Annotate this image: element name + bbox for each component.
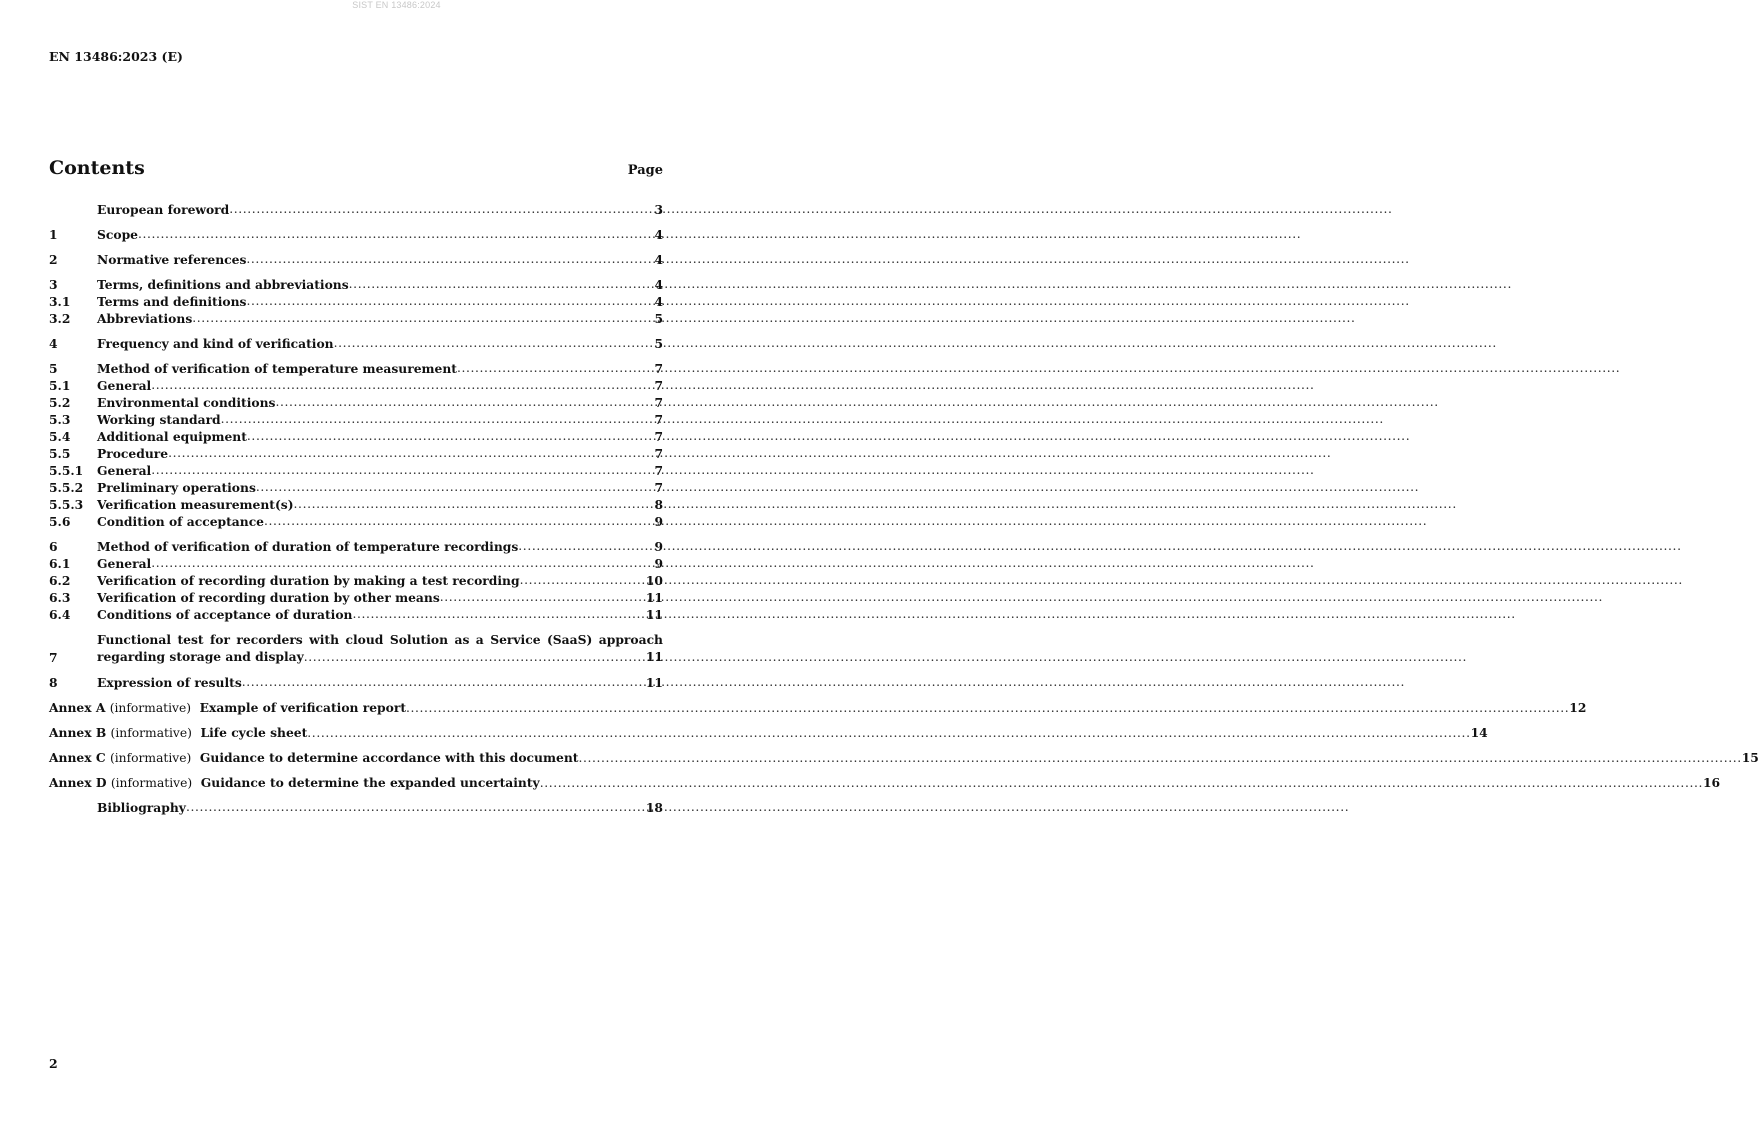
dot-leader [540,775,1703,792]
dot-leader [518,538,654,555]
dot-leader [520,572,646,589]
toc-group [49,699,1587,716]
toc-entry[interactable] [49,310,663,327]
toc-entry-page: 16 [1702,775,1721,790]
dot-leader [151,462,654,479]
toc-entry[interactable] [49,749,1759,766]
toc-entry[interactable] [49,538,663,555]
toc-group [49,724,1488,741]
toc-entry-body [97,555,663,572]
toc-entry-number: 3 [49,277,58,292]
dot-leader [192,310,654,327]
dot-leader [151,377,654,394]
toc-group [49,360,663,530]
dot-leader [352,606,645,623]
toc-entry-page: 7 [654,463,663,478]
dot-leader [246,251,654,268]
toc-entry-title: Terms, definitions and abbreviations [97,277,349,292]
document-id: EN 13486:2023 (E) [49,49,183,64]
toc-entry-body [97,631,663,666]
toc-entry-body [97,251,663,268]
dot-leader [168,445,654,462]
toc-entry[interactable] [49,335,663,352]
toc-entry-line [49,724,1488,742]
toc-entry[interactable] [49,496,663,513]
dot-leader [294,496,655,513]
toc-entry[interactable] [49,699,1587,716]
annex-kind: (informative) [110,776,193,790]
toc-entry-title: Scope [97,227,138,242]
toc-entry-page: 4 [654,227,663,242]
toc-entry-title-continued: regarding storage and display [97,649,304,664]
toc-entry[interactable] [49,377,663,394]
toc-entry-title: General [97,556,152,571]
dot-leader [440,589,646,606]
dot-leader [242,674,646,691]
toc-entry[interactable] [49,411,663,428]
toc-entry-number: 6.3 [49,590,71,605]
toc-entry-page: 7 [654,361,663,376]
toc-entry[interactable] [49,674,663,691]
toc-entry-number: 5.5.3 [49,497,84,512]
toc-entry[interactable] [49,226,663,243]
dot-leader [578,750,1741,767]
toc-entry-page: 11 [645,607,663,622]
toc-entry-number: 1 [49,227,58,242]
toc-entry-title: Normative references [97,252,247,267]
toc-entry[interactable] [49,276,663,293]
toc-entry-page: 9 [654,514,663,529]
toc-entry-page: 4 [654,277,663,292]
dot-leader [221,411,655,428]
toc-entry-body [97,226,663,243]
toc-entry-body [97,479,663,496]
toc-entry-number: 6 [49,539,58,554]
toc-entry-number: 5.1 [49,378,71,393]
toc-entry-page: 18 [645,800,663,815]
dot-leader [406,700,1569,717]
toc-entry-number: 5.2 [49,395,71,410]
dot-leader [247,428,655,445]
toc-entry-page: 7 [654,429,663,444]
toc-entry-title: General [97,378,152,393]
page-number: 2 [49,1056,58,1071]
toc-entry-number: 5.3 [49,412,71,427]
toc-entry-line [97,648,663,666]
toc-entry-number: 5.5.2 [49,480,84,495]
toc-entry-title: Verification measurement(s) [97,497,294,512]
toc-entry-body [97,538,663,555]
toc-entry-number: 5.5.1 [49,463,84,478]
toc-entry-title: Guidance to determine the expanded uncertainty [200,775,540,790]
toc-entry-page: 5 [654,311,663,326]
toc-entry-page: 11 [645,649,663,664]
dot-leader [138,226,654,243]
toc-entry-title: Abbreviations [97,311,193,326]
toc-entry-line [49,749,1759,767]
toc-entry-body [97,394,663,411]
toc-entry-page: 14 [1470,725,1488,740]
toc-entry[interactable] [49,631,663,666]
contents-title: Contents [49,157,145,179]
toc-entry-number: 6.1 [49,556,71,571]
toc-entry-number: 5.5 [49,446,71,461]
toc-entry-body [97,589,663,606]
watermark: SIST EN 13486:2024 [352,0,441,10]
toc-entry-number: 6.2 [49,573,71,588]
annex-kind: (informative) [109,701,192,715]
toc-entry-page: 9 [654,539,663,554]
toc-entry-page: 12 [1569,700,1587,715]
toc-entry-page: 11 [645,590,663,605]
toc-entry-body [97,360,663,377]
toc-entry-body [97,513,663,530]
toc-entry-page: 11 [645,675,663,690]
toc-entry-page: 7 [654,378,663,393]
annex-kind: (informative) [109,751,192,765]
toc-entry-title: Frequency and kind of verification [97,336,334,351]
toc-entry-title: Environmental conditions [97,395,276,410]
toc-entry-number: 3.1 [49,294,71,309]
dot-leader [151,555,654,572]
toc-entry-page: 3 [654,202,663,217]
annex-kind: (informative) [110,726,192,740]
toc-entry-page: 7 [654,395,663,410]
toc-entry-page: 10 [645,573,663,588]
toc-entry-title: Terms and definitions [97,294,247,309]
toc-entry-body [97,276,663,293]
toc-entry-number: 8 [49,675,58,690]
toc-entry-title: Example of verification report [199,700,407,715]
contents-header [49,157,663,179]
toc-entry-title: Bibliography [97,800,186,815]
toc-entry-body [97,606,663,623]
toc-entry[interactable] [49,799,663,816]
toc-entry[interactable] [49,445,663,462]
toc-entry-body [97,674,663,691]
toc-entry[interactable] [49,774,1721,791]
dot-leader [457,360,654,377]
toc-entry[interactable] [49,555,663,572]
dot-leader [349,276,655,293]
toc-entry-body [97,462,663,479]
toc-entry-body [97,572,663,589]
dot-leader [334,335,655,352]
toc-group [49,276,663,327]
toc-entry-title: Method of verification of duration of temperature recordings [97,539,519,554]
dot-leader [264,513,654,530]
toc-group [49,674,663,691]
toc-group [49,226,663,243]
toc-entry-body [97,201,663,218]
toc-entry-body [97,799,663,816]
toc-entry-title: Additional equipment [97,429,247,444]
toc-entry-body [97,377,663,394]
toc-entry[interactable] [49,513,663,530]
annex-label: Annex C [49,750,106,765]
toc-group [49,335,663,352]
toc-entry-number: 5.4 [49,429,71,444]
toc-group [49,774,1721,791]
toc-entry-title: Functional test for recorders with cloud Solution as a Service (SaaS) approach [97,632,663,647]
toc-entry-title: Conditions of acceptance of duration [97,607,353,622]
toc-entry-title: European foreword [97,202,230,217]
toc-entry-body [97,496,663,513]
toc-entry-line [49,699,1586,717]
dot-leader [256,479,655,496]
toc-entry[interactable] [49,360,663,377]
toc-group [49,251,663,268]
toc-entry-number: 3.2 [49,311,71,326]
toc-entry[interactable] [49,479,663,496]
toc-entry-page: 7 [654,412,663,427]
toc-entry-number: 7 [49,650,58,665]
toc-entry-title: Method of verification of temperature measurement [97,361,457,376]
toc-entry-title: Verification of recording duration by other means [97,590,440,605]
toc-entry-title: Working standard [97,412,221,427]
toc-entry-title: Condition of acceptance [97,514,265,529]
annex-label: Annex A [49,700,106,715]
toc-entry-body [97,445,663,462]
toc-entry-title: Guidance to determine accordance with this document [199,750,579,765]
toc-entry-body [97,411,663,428]
annex-label: Annex B [49,725,107,740]
page-column-label: Page [627,163,663,178]
toc-entry-number: 2 [49,252,58,267]
toc-entry-body [97,428,663,445]
toc-entry[interactable] [49,201,663,218]
dot-leader [246,293,654,310]
toc-entry[interactable] [49,293,663,310]
dot-leader [304,649,646,666]
dot-leader [307,725,1470,742]
toc-entry-title: Life cycle sheet [200,725,308,740]
toc-entry-number: 5.6 [49,514,71,529]
toc-entry-page: 9 [654,556,663,571]
toc-entry-page: 7 [654,480,663,495]
toc-entry-page: 7 [654,446,663,461]
toc-entry[interactable] [49,428,663,445]
toc-entry-title: Preliminary operations [97,480,256,495]
toc-entry-page: 5 [654,336,663,351]
toc-entry[interactable] [49,724,1488,741]
table-of-contents [49,201,1759,824]
toc-entry-number: 5 [49,361,58,376]
dot-leader [275,394,654,411]
toc-entry-title: Procedure [97,446,169,461]
toc-entry[interactable] [49,251,663,268]
toc-entry-line [49,774,1720,792]
toc-entry-page: 8 [654,497,663,512]
toc-entry[interactable] [49,589,663,606]
annex-label: Annex D [49,775,107,790]
toc-entry-title: Expression of results [97,675,242,690]
toc-group [49,749,1759,766]
toc-group [49,631,663,666]
toc-entry-page: 4 [654,252,663,267]
toc-entry-body [97,310,663,327]
toc-entry-number: 6.4 [49,607,71,622]
toc-entry-page: 15 [1741,750,1759,765]
toc-group [49,799,663,816]
dot-leader [186,799,646,816]
dot-leader [229,201,654,218]
toc-entry-title: General [97,463,152,478]
toc-entry[interactable] [49,606,663,623]
toc-entry[interactable] [49,394,663,411]
toc-group [49,201,663,218]
toc-entry-title: Verification of recording duration by making a test recording [97,573,520,588]
toc-entry-body [97,293,663,310]
toc-entry-page: 4 [654,294,663,309]
toc-entry[interactable] [49,462,663,479]
toc-group [49,538,663,623]
toc-entry-number: 4 [49,336,58,351]
toc-entry-body [97,335,663,352]
toc-entry[interactable] [49,572,663,589]
